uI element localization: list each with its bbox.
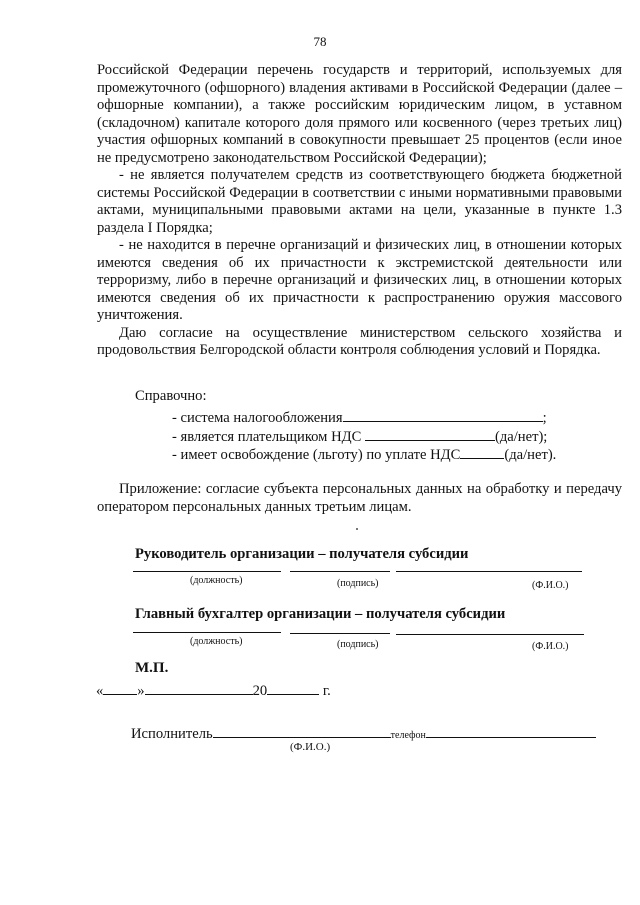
page-number: 78 <box>313 34 327 49</box>
date-line <box>96 680 331 700</box>
attachment-text: Приложение: согласие субъекта персональных данных на обработку и передачу оператором персональных данных третьим лицам. <box>97 481 622 515</box>
vat-payer-label: - является плательщиком НДС <box>172 429 362 445</box>
stamp-placeholder: М.П. <box>135 660 169 676</box>
date-day-field[interactable] <box>103 680 137 695</box>
accountant-signature-line[interactable] <box>290 633 390 634</box>
paragraph-offshore: Российской Федерации перечень государств и территорий, используемых для промежуточного (офшорного) владения активами в Российской Федерации (далее – офшорные компании), а также российским юридическим лицом, в уставном (складочном) капитале которого доля прямого или косвенного (через третьих лиц) участия офшорных компаний в совокупности превышает 25 процентов (если иное не предусмотрено законодательством Российской Федерации); <box>97 62 622 166</box>
date-open-quote: « <box>96 683 104 699</box>
vat-exempt-field[interactable] <box>460 444 504 459</box>
accountant-caption-signature: (подпись) <box>337 639 379 650</box>
tax-system-field[interactable] <box>343 407 543 422</box>
accountant-signature-title: Главный бухгалтер организации – получателя субсидии <box>135 606 506 622</box>
vat-payer-end: (да/нет); <box>494 429 548 445</box>
executor-label: Исполнитель <box>131 726 213 742</box>
paragraph-consent-control: Даю согласие на осуществление министерством сельского хозяйства и продовольствия Белгородской области контроля соблюдения условий и Порядка. <box>97 324 622 358</box>
head-caption-position: (должность) <box>190 575 243 586</box>
date-close-quote: » <box>137 683 145 699</box>
tax-system-end: ; <box>542 410 547 426</box>
paragraph-budget-funds: - не является получателем средств из соответствующего бюджета бюджетной системы Российской Федерации в соответствии с иными нормативными правовыми актами, муниципальными правовыми актами на цели, указанные в пункте 1.3 раздела I Порядка; <box>97 167 622 236</box>
executor-name-caption: (Ф.И.О.) <box>290 741 331 753</box>
accountant-caption-position: (должность) <box>190 636 243 647</box>
reference-vat-payer <box>172 426 547 446</box>
head-caption-name: (Ф.И.О.) <box>532 580 569 591</box>
accountant-name-line[interactable] <box>396 634 584 635</box>
head-caption-signature: (подпись) <box>337 578 379 589</box>
attachment-block <box>97 481 622 516</box>
reference-vat-exempt <box>172 444 556 464</box>
date-year-prefix: 20 <box>252 683 268 699</box>
executor-phone-field[interactable] <box>426 723 596 738</box>
vat-payer-field[interactable] <box>365 426 495 441</box>
head-name-line[interactable] <box>396 571 582 572</box>
head-signature-line[interactable] <box>290 571 390 572</box>
executor-phone-label: телефон <box>390 730 426 741</box>
tax-system-label: - система налогообложения <box>172 410 343 426</box>
date-year-field[interactable] <box>267 680 319 695</box>
accountant-caption-name: (Ф.И.О.) <box>532 641 569 652</box>
main-text <box>97 62 622 360</box>
vat-exempt-label: - имеет освобождение (льготу) по уплате НДС <box>172 447 461 463</box>
executor-name-field[interactable] <box>213 723 391 738</box>
head-signature-title: Руководитель организации – получателя субсидии <box>135 546 469 562</box>
executor-line <box>131 723 596 743</box>
reference-tax-system <box>172 407 547 427</box>
accountant-position-line[interactable] <box>133 632 281 633</box>
paragraph-extremism-list: - не находится в перечне организаций и физических лиц, в отношении которых имеются сведения об их причастности к экстремистской деятельности или терроризму, либо в перечне организаций и физических лиц, в отношении которых имеются сведения об их причастности к распространению оружия массового уничтожения. <box>97 237 622 323</box>
head-position-line[interactable] <box>133 571 281 572</box>
reference-title: Справочно: <box>135 388 207 404</box>
date-month-field[interactable] <box>145 680 253 695</box>
scan-dot <box>356 528 358 530</box>
vat-exempt-end: (да/нет). <box>504 447 557 463</box>
date-year-suffix: г. <box>322 683 331 699</box>
